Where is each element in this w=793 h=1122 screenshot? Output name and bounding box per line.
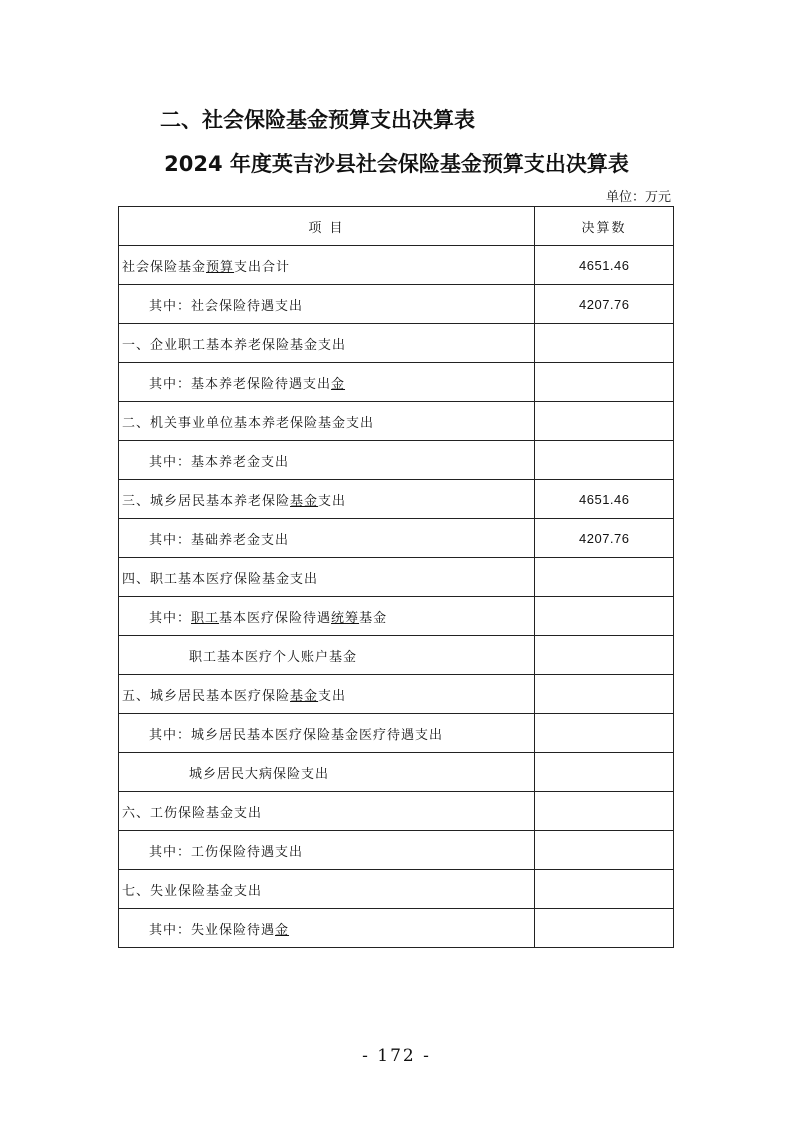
row-amount (535, 597, 674, 636)
row-item (119, 636, 535, 675)
row-item (119, 714, 535, 753)
row-amount (535, 441, 674, 480)
table-row (119, 714, 674, 753)
row-amount (535, 324, 674, 363)
row-item (119, 246, 535, 285)
table-row (119, 285, 674, 324)
row-amount (535, 402, 674, 441)
row-item (119, 597, 535, 636)
row-item-text-pre: 二、机关事业单位基本养老保险基金支出 (122, 415, 375, 431)
row-amount (535, 870, 674, 909)
row-item-text-pre: 其中：失业保险待遇 (149, 922, 276, 938)
row-item-text-mid: 支出合计 (234, 259, 291, 275)
row-item-text-pre: 职工基本医疗个人账户基金 (189, 649, 358, 665)
row-item (119, 831, 535, 870)
row-item-text-pre: 其中：城乡居民基本医疗保险基金医疗待遇支出 (149, 727, 444, 743)
row-amount: 4651.46 (535, 246, 674, 285)
row-amount: 4651.46 (535, 480, 674, 519)
row-item-text-pre: 其中：基本养老保险待遇支出 (149, 376, 332, 392)
section-title: 二、社会保险基金预算支出决算表 (160, 108, 475, 132)
row-amount (535, 636, 674, 675)
row-amount (535, 714, 674, 753)
row-item-text-mid: 基本医疗保险待遇 (219, 610, 332, 626)
row-amount (535, 558, 674, 597)
table-row (119, 870, 674, 909)
row-item (119, 519, 535, 558)
table-row (119, 831, 674, 870)
row-item-text-pre: 一、企业职工基本养老保险基金支出 (122, 337, 347, 353)
row-amount (535, 831, 674, 870)
table-row (119, 636, 674, 675)
table-row (119, 519, 674, 558)
row-item-text-u1: 职工 (191, 610, 220, 626)
row-item-text-mid: 支出 (318, 688, 347, 704)
row-item (119, 558, 535, 597)
row-amount: 4207.76 (535, 285, 674, 324)
row-item-text-pre: 其中： (149, 610, 192, 626)
row-item-text-post: 基金 (359, 610, 388, 626)
table-row (119, 558, 674, 597)
row-item-text-u1: 基金 (290, 493, 319, 509)
row-item-text-pre: 六、工伤保险基金支出 (122, 805, 263, 821)
row-item-text-pre: 七、失业保险基金支出 (122, 883, 263, 899)
row-amount: 4207.76 (535, 519, 674, 558)
row-item (119, 480, 535, 519)
row-item (119, 441, 535, 480)
row-item (119, 870, 535, 909)
table-header-row (119, 207, 674, 246)
table-row (119, 402, 674, 441)
row-item-text-pre: 四、职工基本医疗保险基金支出 (122, 571, 319, 587)
header-amount: 决算数 (535, 207, 674, 246)
row-item-text-u1: 基金 (290, 688, 319, 704)
table-row (119, 792, 674, 831)
row-item-text-pre: 社会保险基金 (122, 259, 207, 275)
row-item-text-pre: 城乡居民大病保险支出 (189, 766, 330, 782)
table-row (119, 363, 674, 402)
row-item (119, 285, 535, 324)
table-row (119, 597, 674, 636)
row-item-text-u1: 金 (275, 922, 290, 938)
table-row (119, 324, 674, 363)
row-item (119, 675, 535, 714)
table-row (119, 441, 674, 480)
row-item (119, 792, 535, 831)
row-item-text-u2: 统筹 (331, 610, 360, 626)
row-item (119, 324, 535, 363)
table-row (119, 246, 674, 285)
row-amount (535, 909, 674, 948)
row-item-text-pre: 其中：社会保险待遇支出 (149, 298, 304, 314)
row-item (119, 753, 535, 792)
row-item (119, 402, 535, 441)
row-item-text-u1: 金 (331, 376, 346, 392)
row-item-text-pre: 其中：基础养老金支出 (149, 532, 290, 548)
unit-label: 单位：万元 (605, 190, 671, 205)
row-amount (535, 792, 674, 831)
row-amount (535, 363, 674, 402)
row-amount (535, 753, 674, 792)
row-item (119, 909, 535, 948)
header-item: 项 目 (119, 207, 535, 246)
table-row (119, 480, 674, 519)
budget-expenditure-table (118, 206, 674, 948)
row-item-text-pre: 三、城乡居民基本养老保险 (122, 493, 291, 509)
row-item-text-pre: 其中：基本养老金支出 (149, 454, 290, 470)
row-item-text-pre: 五、城乡居民基本医疗保险 (122, 688, 291, 704)
row-item-text-u1: 预算 (206, 259, 235, 275)
row-item-text-pre: 其中：工伤保险待遇支出 (149, 844, 304, 860)
row-amount (535, 675, 674, 714)
document-title: 2024 年度英吉沙县社会保险基金预算支出决算表 (164, 152, 629, 176)
table-row (119, 909, 674, 948)
table-row (119, 753, 674, 792)
row-item (119, 363, 535, 402)
table-row (119, 675, 674, 714)
row-item-text-mid: 支出 (318, 493, 347, 509)
page-number: - 172 - (362, 1046, 431, 1066)
